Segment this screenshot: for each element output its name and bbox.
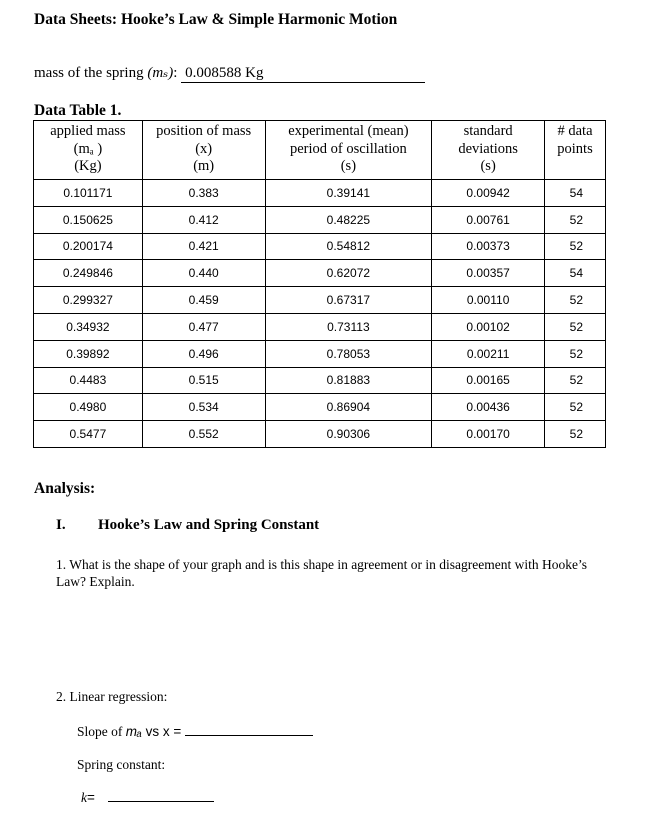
table-cell: 0.534 — [142, 394, 265, 421]
column-header — [34, 121, 143, 180]
spring-constant-label: Spring constant: — [77, 757, 166, 772]
column-header-line: (m) — [193, 158, 215, 174]
table-cell: 0.00102 — [432, 313, 545, 340]
table-cell: 0.552 — [142, 421, 265, 448]
table-cell: 0.54812 — [265, 233, 432, 260]
column-header-line: applied mass — [50, 123, 126, 139]
table-cell: 0.150625 — [34, 206, 143, 233]
spring-mass-line — [34, 63, 425, 83]
column-header-line: points — [557, 140, 593, 157]
table-row — [34, 340, 606, 367]
column-header — [142, 121, 265, 180]
table-cell: 0.515 — [142, 367, 265, 394]
data-table — [33, 120, 606, 448]
table-title: Data Table 1. — [34, 102, 122, 119]
table-cell: 0.459 — [142, 287, 265, 314]
table-cell: 0.5477 — [34, 421, 143, 448]
table-cell: 0.62072 — [265, 260, 432, 287]
table-cell: 0.200174 — [34, 233, 143, 260]
table-cell: 0.421 — [142, 233, 265, 260]
column-header-line: deviations — [458, 140, 518, 157]
column-header-line: (Kg) — [74, 158, 102, 174]
analysis-heading: Analysis: — [34, 480, 96, 497]
spring-mass-symbol: (mₛ) — [147, 65, 174, 81]
column-header-line: # data — [557, 123, 593, 139]
column-header-line: position of mass — [156, 123, 252, 139]
column-header-line: period of oscillation — [289, 140, 407, 157]
table-cell: 0.81883 — [265, 367, 432, 394]
column-header-line: (mₐ ) — [73, 140, 103, 157]
column-header-line: (x) — [195, 140, 213, 157]
table-cell: 0.78053 — [265, 340, 432, 367]
column-header — [545, 121, 606, 180]
table-cell: 0.86904 — [265, 394, 432, 421]
section-title: Hooke’s Law and Spring Constant — [98, 517, 320, 533]
table-cell: 54 — [545, 260, 606, 287]
table-row — [34, 421, 606, 448]
table-cell: 0.00761 — [432, 206, 545, 233]
question-1: 1. What is the shape of your graph and is this shape in agreement or in disagreement with Hooke’s Law? Explain. — [56, 557, 587, 589]
table-cell: 0.00165 — [432, 367, 545, 394]
table-row — [34, 313, 606, 340]
table-cell: 0.383 — [142, 180, 265, 207]
table-cell: 0.00110 — [432, 287, 545, 314]
table-cell: 52 — [545, 206, 606, 233]
table-cell: 0.00170 — [432, 421, 545, 448]
table-cell: 52 — [545, 313, 606, 340]
table-cell: 52 — [545, 287, 606, 314]
slope-symbol: mₐ — [125, 724, 142, 739]
table-cell: 52 — [545, 394, 606, 421]
table-cell: 0.48225 — [265, 206, 432, 233]
table-cell: 0.00373 — [432, 233, 545, 260]
section-number: I. — [56, 517, 66, 533]
column-header-line: (s) — [340, 158, 357, 174]
table-cell: 0.39892 — [34, 340, 143, 367]
table-row — [34, 180, 606, 207]
page-title: Data Sheets: Hooke’s Law & Simple Harmonic Motion — [34, 11, 398, 28]
table-cell: 52 — [545, 340, 606, 367]
table-cell: 0.4483 — [34, 367, 143, 394]
slope-label: Slope of — [77, 724, 126, 739]
table-row — [34, 206, 606, 233]
table-cell: 0.00211 — [432, 340, 545, 367]
table-cell: 0.73113 — [265, 313, 432, 340]
table-cell: 0.67317 — [265, 287, 432, 314]
table-row — [34, 287, 606, 314]
table-cell: 0.00357 — [432, 260, 545, 287]
table-cell: 54 — [545, 180, 606, 207]
table-row — [34, 394, 606, 421]
question-2: 2. Linear regression: — [56, 689, 168, 704]
table-cell: 0.440 — [142, 260, 265, 287]
k-symbol: k — [81, 790, 87, 805]
table-cell: 0.101171 — [34, 180, 143, 207]
colon: : — [173, 65, 178, 81]
table-cell: 52 — [545, 367, 606, 394]
k-line — [81, 790, 214, 806]
table-cell: 0.4980 — [34, 394, 143, 421]
table-cell: 0.00436 — [432, 394, 545, 421]
table-row — [34, 367, 606, 394]
table-cell: 52 — [545, 421, 606, 448]
table-cell: 0.90306 — [265, 421, 432, 448]
spring-mass-value: 0.008588 Kg — [181, 65, 425, 83]
k-equals: = — [87, 790, 95, 805]
slope-line — [77, 724, 313, 740]
table-cell: 0.34932 — [34, 313, 143, 340]
column-header-line: experimental (mean) — [288, 123, 409, 139]
table-header-row — [34, 121, 606, 180]
column-header-line: (s) — [480, 158, 496, 174]
table-cell: 0.249846 — [34, 260, 143, 287]
column-header — [432, 121, 545, 180]
slope-rest: vs x = — [141, 724, 182, 739]
spring-mass-label: mass of the spring — [34, 65, 144, 81]
table-row — [34, 260, 606, 287]
k-answer-blank[interactable] — [108, 801, 214, 802]
table-cell: 0.412 — [142, 206, 265, 233]
column-header-line: standard — [463, 123, 513, 139]
table-cell: 0.299327 — [34, 287, 143, 314]
table-cell: 0.39141 — [265, 180, 432, 207]
slope-answer-blank[interactable] — [185, 735, 313, 736]
table-cell: 0.477 — [142, 313, 265, 340]
table-cell: 0.496 — [142, 340, 265, 367]
table-cell: 52 — [545, 233, 606, 260]
table-row — [34, 233, 606, 260]
table-cell: 0.00942 — [432, 180, 545, 207]
column-header — [265, 121, 432, 180]
